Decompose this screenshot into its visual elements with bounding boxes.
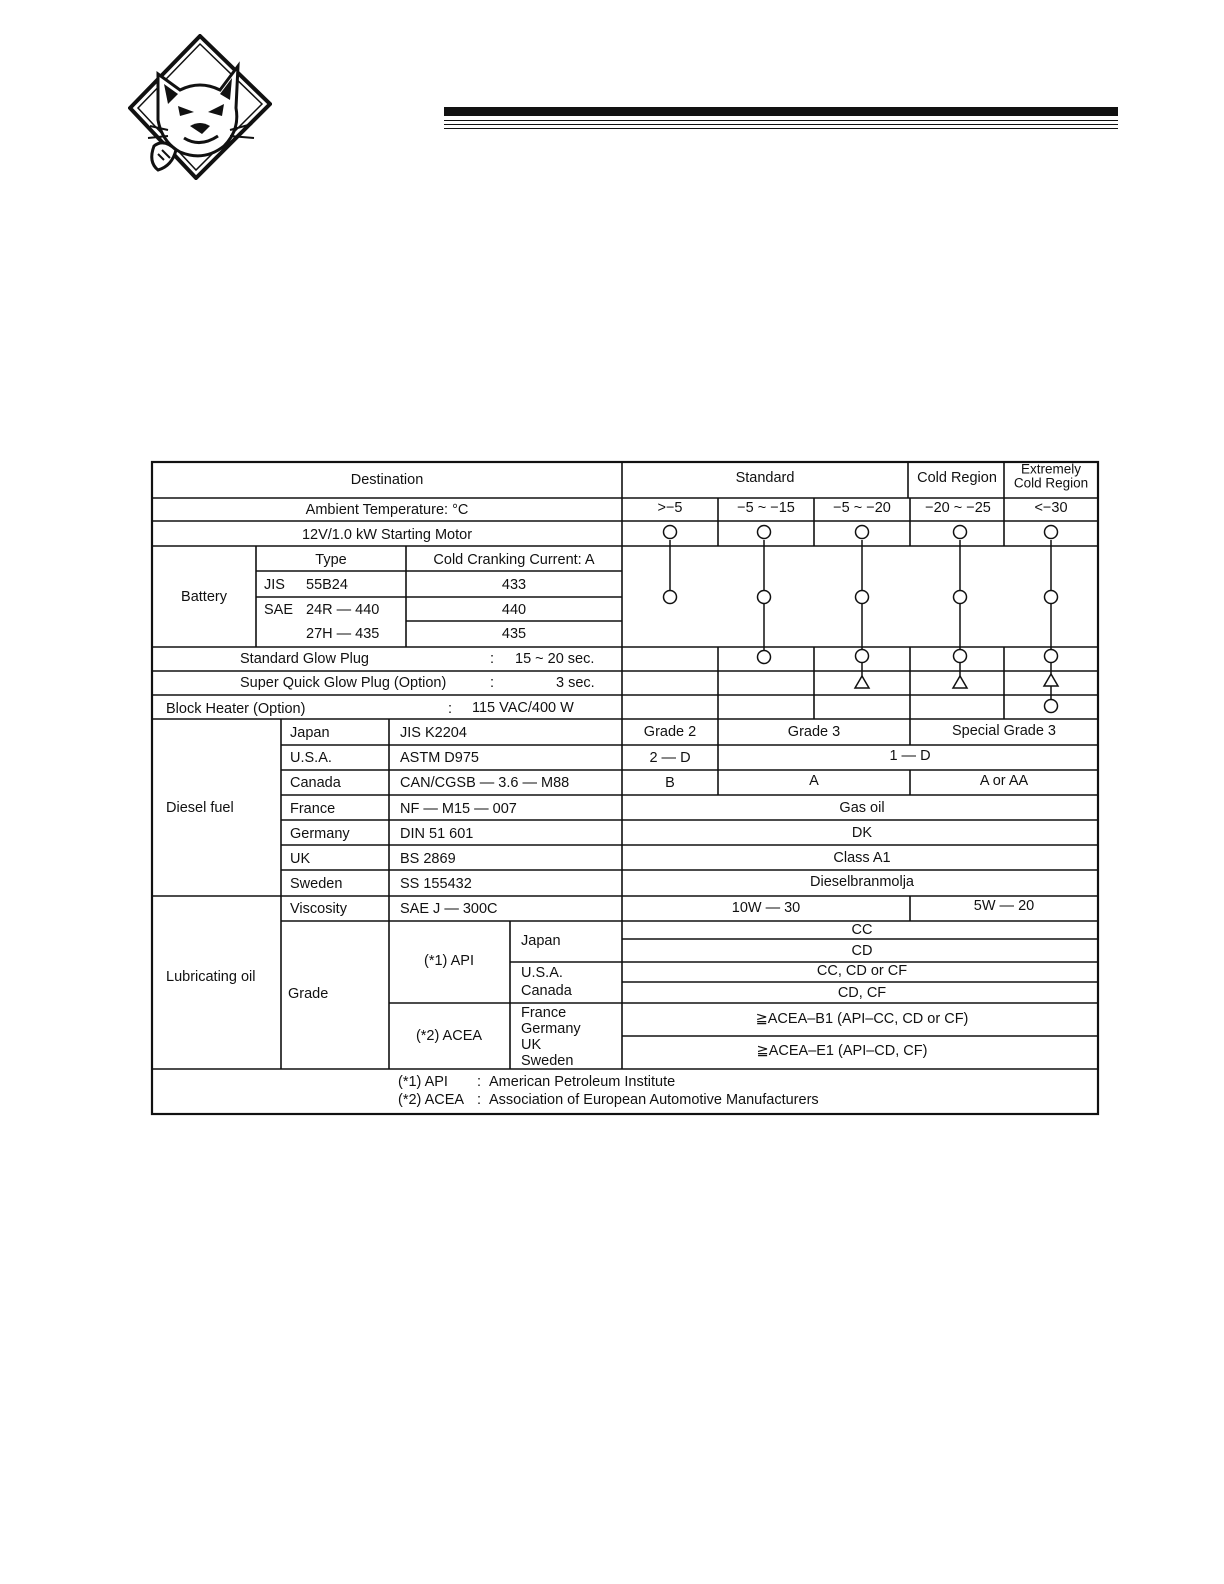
compatible-circle-icon: [664, 526, 677, 539]
diesel-uk-value: Class A1: [833, 850, 891, 866]
diesel-sweden-value: Dieselbranmolja: [810, 874, 914, 890]
footnote-key: (*2) ACEA: [398, 1092, 465, 1108]
oil-grade-value: CD, CF: [837, 985, 887, 1001]
footnote-colon: :: [477, 1074, 482, 1090]
diesel-standard: BS 2869: [400, 851, 456, 867]
battery-type: 27H — 435: [306, 626, 380, 642]
api-label: (*1) API: [424, 953, 474, 969]
standard-glow-plug-label: Standard Glow Plug: [240, 651, 369, 667]
battery-ccc: 440: [501, 602, 527, 618]
compatible-circle-icon: [856, 650, 869, 663]
super-quick-glow-plug-label: Super Quick Glow Plug (Option): [240, 675, 447, 691]
acea-label: (*2) ACEA: [415, 1028, 483, 1044]
battery-ccc: 433: [501, 577, 527, 593]
diesel-fuel-label: Diesel fuel: [166, 800, 234, 816]
compatible-circle-icon: [758, 526, 771, 539]
diesel-japan-value: Special Grade 3: [952, 723, 1056, 739]
diesel-country: UK: [290, 851, 311, 867]
compatible-circle-icon: [1045, 526, 1058, 539]
diesel-germany-value: DK: [851, 825, 873, 841]
viscosity-standard: SAE J — 300C: [400, 901, 498, 917]
diesel-usa-value: 2 — D: [649, 750, 691, 766]
compatible-circle-icon: [954, 526, 967, 539]
block-heater-value: 115 VAC/400 W: [472, 700, 574, 716]
diesel-japan-value: Grade 2: [643, 724, 697, 740]
compatible-circle-icon: [954, 591, 967, 604]
diesel-standard: ASTM D975: [400, 750, 479, 766]
oil-grade-value: CC: [851, 922, 873, 938]
viscosity-value: 10W — 30: [731, 900, 801, 916]
battery-ccc: 435: [501, 626, 527, 642]
diesel-japan-value: Grade 3: [787, 724, 841, 740]
cold-region-header: Cold Region: [917, 470, 997, 486]
acea-country: France: [521, 1005, 567, 1021]
diesel-country: France: [290, 801, 336, 817]
diesel-country: Sweden: [290, 876, 343, 892]
battery-standard: JIS: [264, 577, 285, 593]
oil-grade-value: CC, CD or CF: [816, 963, 908, 979]
diesel-country: Canada: [290, 775, 341, 791]
option-triangle-icon: [855, 676, 869, 688]
starting-motor-label: 12V/1.0 kW Starting Motor: [301, 527, 473, 543]
battery-ccc-header: Cold Cranking Current: A: [433, 552, 595, 568]
acea-country: Sweden: [521, 1053, 574, 1069]
diesel-standard: NF — M15 — 007: [400, 801, 517, 817]
diesel-standard: CAN/CGSB — 3.6 — M88: [400, 775, 570, 791]
oil-grade-value: ≧ACEA–B1 (API–CC, CD or CF): [755, 1011, 969, 1027]
option-triangle-icon: [1044, 674, 1058, 686]
diesel-canada-value: A: [809, 773, 819, 789]
diesel-country: Germany: [290, 826, 350, 842]
footnote-colon: :: [477, 1092, 482, 1108]
destination-header: Destination: [350, 472, 424, 488]
extremely-cold-header-line2: Cold Region: [1013, 475, 1089, 491]
compatible-circle-icon: [856, 591, 869, 604]
viscosity-label: Viscosity: [290, 901, 347, 917]
diesel-country: U.S.A.: [290, 750, 332, 766]
ambient-value: <−30: [1034, 500, 1068, 516]
grade-label: Grade: [288, 986, 329, 1002]
standard-header: Standard: [735, 470, 795, 486]
battery-label: Battery: [181, 589, 227, 605]
diesel-canada-value: B: [665, 775, 675, 791]
standard-glow-plug-value: 15 ~ 20 sec.: [515, 651, 595, 667]
compatible-circle-icon: [758, 651, 771, 664]
compatible-circle-icon: [1045, 700, 1058, 713]
api-japan-label: Japan: [521, 933, 561, 949]
super-quick-glow-plug-colon: :: [490, 675, 495, 691]
viscosity-value: 5W — 20: [973, 898, 1035, 914]
diesel-canada-value: A or AA: [979, 773, 1029, 789]
compatible-circle-icon: [1045, 650, 1058, 663]
option-triangle-icon: [953, 676, 967, 688]
battery-type: 24R — 440: [306, 602, 380, 618]
footnote-key: (*1) API: [398, 1074, 448, 1090]
oil-grade-value: CD: [851, 943, 873, 959]
oil-grade-value: ≧ACEA–E1 (API–CD, CF): [756, 1043, 928, 1059]
compatible-circle-icon: [954, 650, 967, 663]
acea-country: Germany: [521, 1021, 581, 1037]
diesel-standard: JIS K2204: [400, 725, 467, 741]
diesel-standard: SS 155432: [400, 876, 472, 892]
acea-country: UK: [521, 1037, 542, 1053]
battery-type-header: Type: [315, 552, 347, 568]
lubricating-oil-label: Lubricating oil: [166, 969, 256, 985]
api-usa-label: U.S.A.: [521, 965, 563, 981]
ambient-value: −5 ~ −15: [737, 500, 795, 516]
diesel-country: Japan: [290, 725, 330, 741]
diesel-usa-value: 1 — D: [889, 748, 931, 764]
battery-standard: SAE: [264, 602, 294, 618]
block-heater-colon: :: [448, 701, 453, 717]
ambient-value: −20 ~ −25: [925, 500, 991, 516]
footnote-text: Association of European Automotive Manufacturers: [489, 1092, 819, 1108]
battery-type: 55B24: [306, 577, 348, 593]
extremely-cold-header-line1: Extremely: [1020, 461, 1082, 477]
ambient-value: >−5: [657, 500, 683, 516]
diesel-france-value: Gas oil: [839, 800, 885, 816]
standard-glow-plug-colon: :: [490, 651, 495, 667]
compatible-circle-icon: [1045, 591, 1058, 604]
super-quick-glow-plug-value: 3 sec.: [556, 675, 595, 691]
compatible-circle-icon: [758, 591, 771, 604]
compatible-circle-icon: [856, 526, 869, 539]
diesel-standard: DIN 51 601: [400, 826, 474, 842]
ambient-temperature-label: Ambient Temperature: °C: [305, 502, 469, 518]
compatible-circle-icon: [664, 591, 677, 604]
block-heater-label: Block Heater (Option): [166, 701, 306, 717]
api-canada-label: Canada: [521, 983, 572, 999]
ambient-value: −5 ~ −20: [833, 500, 891, 516]
footnote-text: American Petroleum Institute: [489, 1074, 676, 1090]
